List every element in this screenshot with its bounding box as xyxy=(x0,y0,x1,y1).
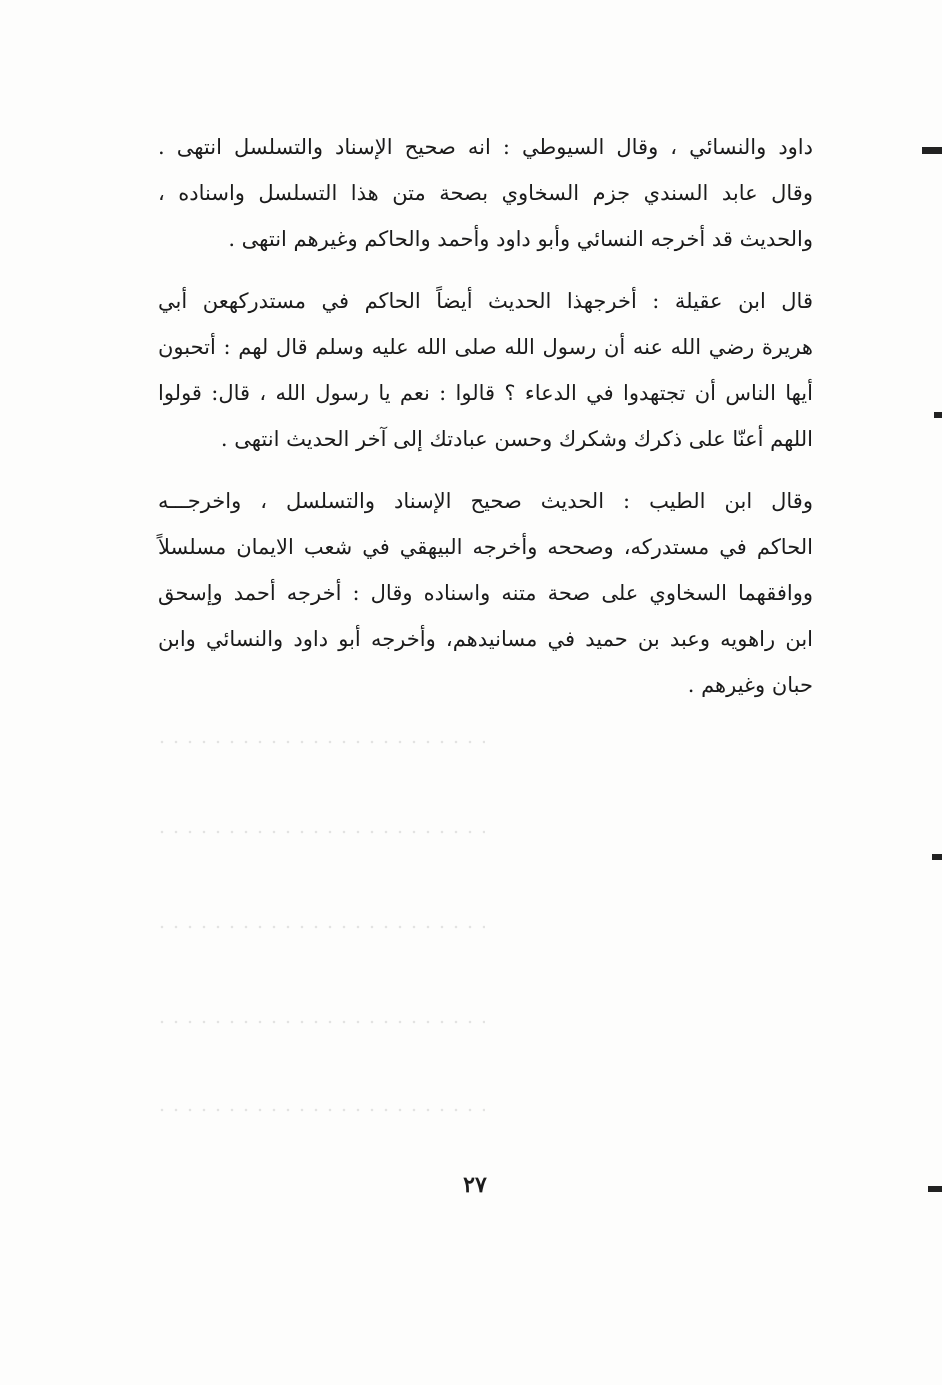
text-line: الحاكم في مستدركه، وصححه وأخرجه البيهقي في شعب الايمان مسلسلاً xyxy=(158,535,813,559)
text-line: هريرة رضي الله عنه أن رسول الله صلى الله عليه وسلم قال لهم : أتحبون xyxy=(158,335,813,359)
binding-edge-mark xyxy=(934,412,942,418)
paragraph-2 xyxy=(158,278,813,462)
text-line: اللهم أعنّا على ذكرك وشكرك وحسن عبادتك إلى آخر الحديث انتهى . xyxy=(220,427,813,451)
text-line: وقال ابن الطيب : الحديث صحيح الإسناد والتسلسل ، واخرجـــه xyxy=(158,489,813,513)
scan-noise xyxy=(155,830,485,834)
text-line: وقال عابد السندي جزم السخاوي بصحة متن هذا التسلسل واسناده ، xyxy=(158,181,813,205)
binding-edge-mark xyxy=(932,854,942,860)
binding-edge-mark xyxy=(922,147,942,154)
paragraph-1 xyxy=(158,124,813,262)
text-line: ابن راهويه وعبد بن حميد في مسانيدهم، وأخرجه أبو داود والنسائي وابن xyxy=(158,627,813,651)
text-line: أيها الناس أن تجتهدوا في الدعاء ؟ قالوا : نعم يا رسول الله ، قال: قولوا xyxy=(158,381,813,405)
scan-noise xyxy=(155,1108,485,1112)
page-number: ٢٧ xyxy=(463,1172,487,1198)
text-line: حبان وغيرهم . xyxy=(687,673,813,697)
paragraph-3 xyxy=(158,478,813,708)
text-line: داود والنسائي ، وقال السيوطي : انه صحيح الإسناد والتسلسل انتهى . xyxy=(158,135,813,159)
text-line: قال ابن عقيلة : أخرجهذا الحديث أيضاً الحاكم في مستدركهعن أبي xyxy=(158,289,813,313)
text-line: ووافقهما السخاوي على صحة متنه واسناده وقال : أخرجه أحمد وإسحق xyxy=(158,581,813,605)
scan-noise xyxy=(155,1020,485,1024)
scan-noise xyxy=(155,740,485,744)
text-line: والحديث قد أخرجه النسائي وأبو داود وأحمد والحاكم وغيرهم انتهى . xyxy=(228,227,813,251)
binding-edge-mark xyxy=(928,1186,942,1192)
scan-noise xyxy=(155,925,485,929)
